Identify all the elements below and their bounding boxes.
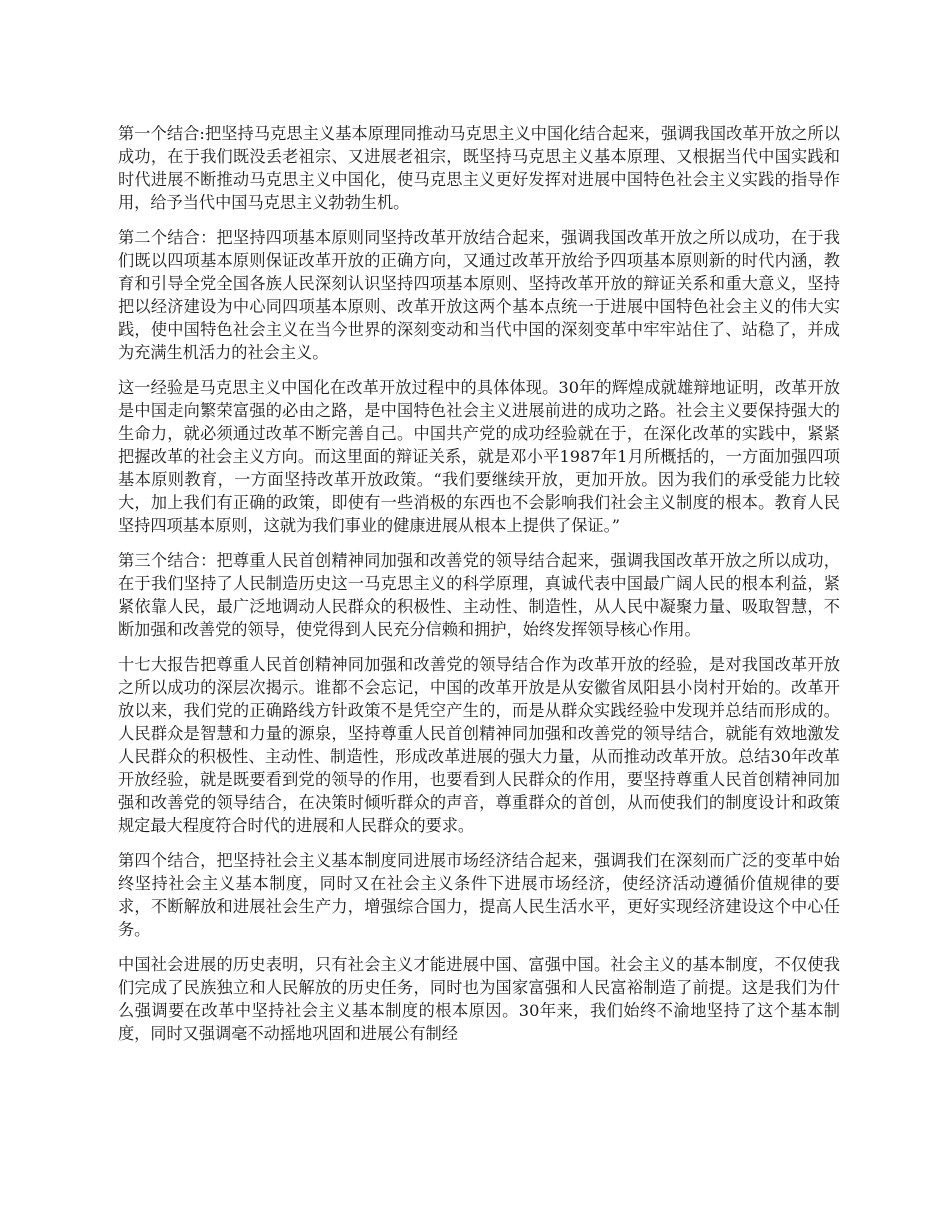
document-body [118, 122, 840, 1057]
paragraph-second-combination: 第二个结合：把坚持四项基本原则同坚持改革开放结合起来，强调我国改革开放之所以成功，在于我们既以四项基本原则保证改革开放的正确方向，又通过改革开放给予四项基本原则新的时代内涵，教育和引导全党全国各族人民深刻认识坚持四项基本原则、坚持改革开放的辩证关系和重大意义，坚持把以经济建设为中心同四项基本原则、改革开放这两个基本点统一于进展中国特色社会主义的伟大实践，使中国特色社会主义在当今世界的深刻变动和当代中国的深刻变革中牢牢站住了、站稳了，并成为充满生机活力的社会主义。 [118, 228, 840, 362]
paragraph-first-combination: 第一个结合:把坚持马克思主义基本原理同推动马克思主义中国化结合起来，强调我国改革开放之所以成功，在于我们既没丢老祖宗、又进展老祖宗，既坚持马克思主义基本原理、又根据当代中国实践和时代进展不断推动马克思主义中国化，使马克思主义更好发挥对进展中国特色社会主义实践的指导作用，给予当代中国马克思主义勃勃生机。 [118, 124, 840, 212]
paragraph-fourth-combination: 第四个结合，把坚持社会主义基本制度同进展市场经济结合起来，强调我们在深刻而广泛的变革中始终坚持社会主义基本制度，同时又在社会主义条件下进展市场经济，使经济活动遵循价值规律的要求，不断解放和进展社会生产力，增强综合国力，提高人民生活水平，更好实现经济建设这个中心任务。 [118, 851, 840, 939]
paragraph-social-history: 中国社会进展的历史表明，只有社会主义才能进展中国、富强中国。社会主义的基本制度，不仅使我们完成了民族独立和人民解放的历史任务，同时也为国家富强和人民富裕制造了前提。这是我们为什么强调要在改革中坚持社会主义基本制度的根本原因。30年来，我们始终不渝地坚持了这个基本制度，同时又强调毫不动摇地巩固和进展公有制经 [118, 955, 840, 1043]
paragraph-third-combination: 第三个结合：把尊重人民首创精神同加强和改善党的领导结合起来，强调我国改革开放之所以成功，在于我们坚持了人民制造历史这一马克思主义的科学原理，真诚代表中国最广阔人民的根本利益，紧紧依靠人民，最广泛地调动人民群众的积极性、主动性、制造性，从人民中凝聚力量、吸取智慧，不断加强和改善党的领导，使党得到人民充分信赖和拥护，始终发挥领导核心作用。 [118, 551, 840, 639]
paragraph-seventeenth-congress: 十七大报告把尊重人民首创精神同加强和改善党的领导结合作为改革开放的经验，是对我国改革开放之所以成功的深层次揭示。谁都不会忘记，中国的改革开放是从安徽省凤阳县小岗村开始的。改革开放以来，我们党的正确路线方针政策不是凭空产生的，而是从群众实践经验中发现并总结而形成的。人民群众是智慧和力量的源泉，坚持尊重人民首创精神同加强和改善党的领导结合，就能有效地激发人民群众的积极性、主动性、制造性，形成改革进展的强大力量，从而推动改革开放。总结30年改革开放经验，就是既要看到党的领导的作用，也要看到人民群众的作用，要坚持尊重人民首创精神同加强和改善党的领导结合，在决策时倾听群众的声音，尊重群众的首创，从而使我们的制度设计和政策规定最大程度符合时代的进展和人民群众的要求。 [118, 655, 840, 835]
paragraph-experience-explanation: 这一经验是马克思主义中国化在改革开放过程中的具体体现。30年的辉煌成就雄辩地证明，改革开放是中国走向繁荣富强的必由之路，是中国特色社会主义进展前进的成功之路。社会主义要保持强大的生命力，就必须通过改革不断完善自己。中国共产党的成功经验就在于，在深化改革的实践中，紧紧把握改革的社会主义方向。而这里面的辩证关系，就是邓小平1987年1月所概括的，一方面加强四项基本原则教育，一方面坚持改革开放政策。“我们要继续开放，更加开放。因为我们的承受能力比较大，加上我们有正确的政策，即使有一些消极的东西也不会影响我们社会主义制度的根本。教育人民坚持四项基本原则，这就为我们事业的健康进展从根本上提供了保证。” [118, 378, 840, 535]
